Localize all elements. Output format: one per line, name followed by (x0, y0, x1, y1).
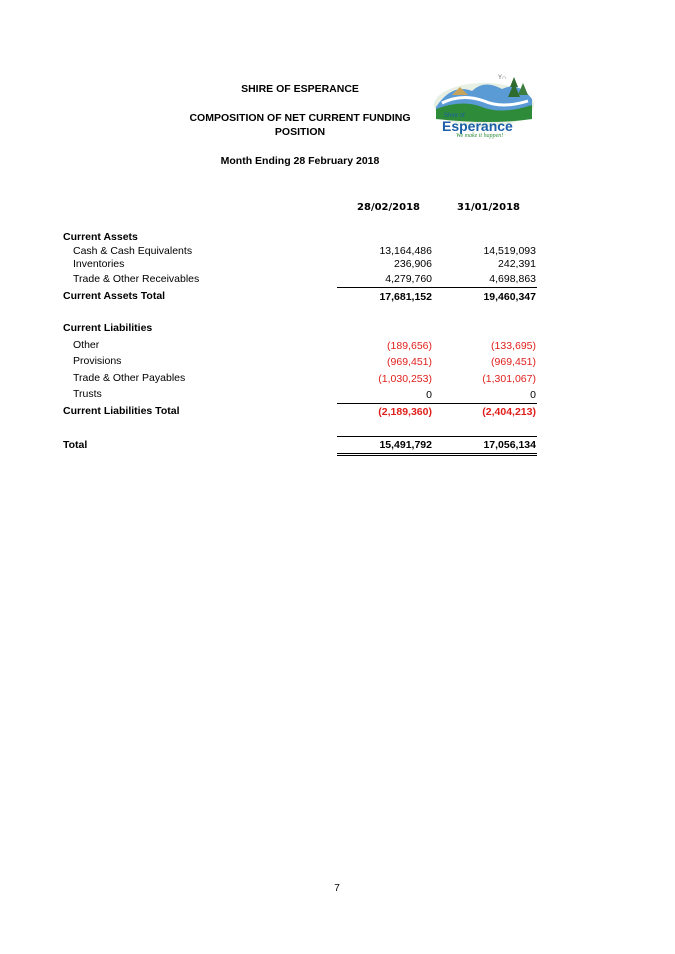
column-header-feb: 28/02/2018 (357, 202, 420, 213)
logo-name: Esperance (442, 118, 513, 134)
column-header-jan: 31/01/2018 (457, 202, 520, 213)
row-value-inventories-feb: 236,906 (394, 258, 432, 270)
grand-total-feb: 15,491,792 (379, 439, 432, 451)
current-assets-total-feb: 17,681,152 (379, 291, 432, 303)
row-label-inventories: Inventories (73, 258, 125, 270)
row-value-cash-jan: 14,519,093 (483, 245, 536, 257)
subtotal-rule-liabilities (337, 403, 537, 404)
report-title-line1: COMPOSITION OF NET CURRENT FUNDING (189, 112, 411, 124)
row-value-receivables-jan: 4,698,863 (489, 273, 536, 285)
row-value-trusts-jan: 0 (530, 389, 536, 401)
row-value-payables-feb: (1,030,253) (378, 373, 432, 385)
current-liabilities-total-feb: (2,189,360) (378, 406, 432, 418)
row-label-provisions: Provisions (73, 355, 122, 367)
grand-total-jan: 17,056,134 (483, 439, 536, 451)
row-value-cash-feb: 13,164,486 (379, 245, 432, 257)
current-liabilities-heading: Current Liabilities (63, 322, 153, 334)
row-value-inventories-jan: 242,391 (498, 258, 536, 270)
org-name: SHIRE OF ESPERANCE (241, 83, 359, 95)
row-label-cash: Cash & Cash Equivalents (73, 245, 193, 257)
current-assets-total-jan: 19,460,347 (483, 291, 536, 303)
total-top-rule (337, 436, 537, 437)
row-value-other-jan: (133,695) (491, 340, 536, 352)
row-value-provisions-feb: (969,451) (387, 356, 432, 368)
row-value-receivables-feb: 4,279,760 (385, 273, 432, 285)
subtotal-rule-assets (337, 287, 537, 288)
row-label-payables: Trade & Other Payables (73, 372, 186, 384)
row-value-payables-jan: (1,301,067) (482, 373, 536, 385)
logo-small-text: Shire of (444, 113, 465, 119)
logo-tagline: We make it happen! (456, 133, 504, 139)
page-number: 7 (334, 883, 340, 894)
row-value-trusts-feb: 0 (426, 389, 432, 401)
row-label-other: Other (73, 339, 100, 351)
current-assets-heading: Current Assets (63, 231, 138, 243)
grand-total-label: Total (63, 439, 88, 451)
row-value-other-feb: (189,656) (387, 340, 432, 352)
total-double-rule-1 (337, 453, 537, 454)
report-period: Month Ending 28 February 2018 (220, 155, 380, 167)
row-value-provisions-jan: (969,451) (491, 356, 536, 368)
current-assets-total-label: Current Assets Total (63, 290, 166, 302)
current-liabilities-total-jan: (2,404,213) (482, 406, 536, 418)
logo-corner-mark: Y∩ (498, 75, 507, 81)
total-double-rule-2 (337, 455, 537, 456)
shire-logo (432, 73, 540, 153)
row-label-trusts: Trusts (73, 388, 102, 400)
report-title-line2: POSITION (274, 126, 326, 138)
current-liabilities-total-label: Current Liabilities Total (63, 405, 180, 417)
row-label-receivables: Trade & Other Receivables (73, 273, 200, 285)
